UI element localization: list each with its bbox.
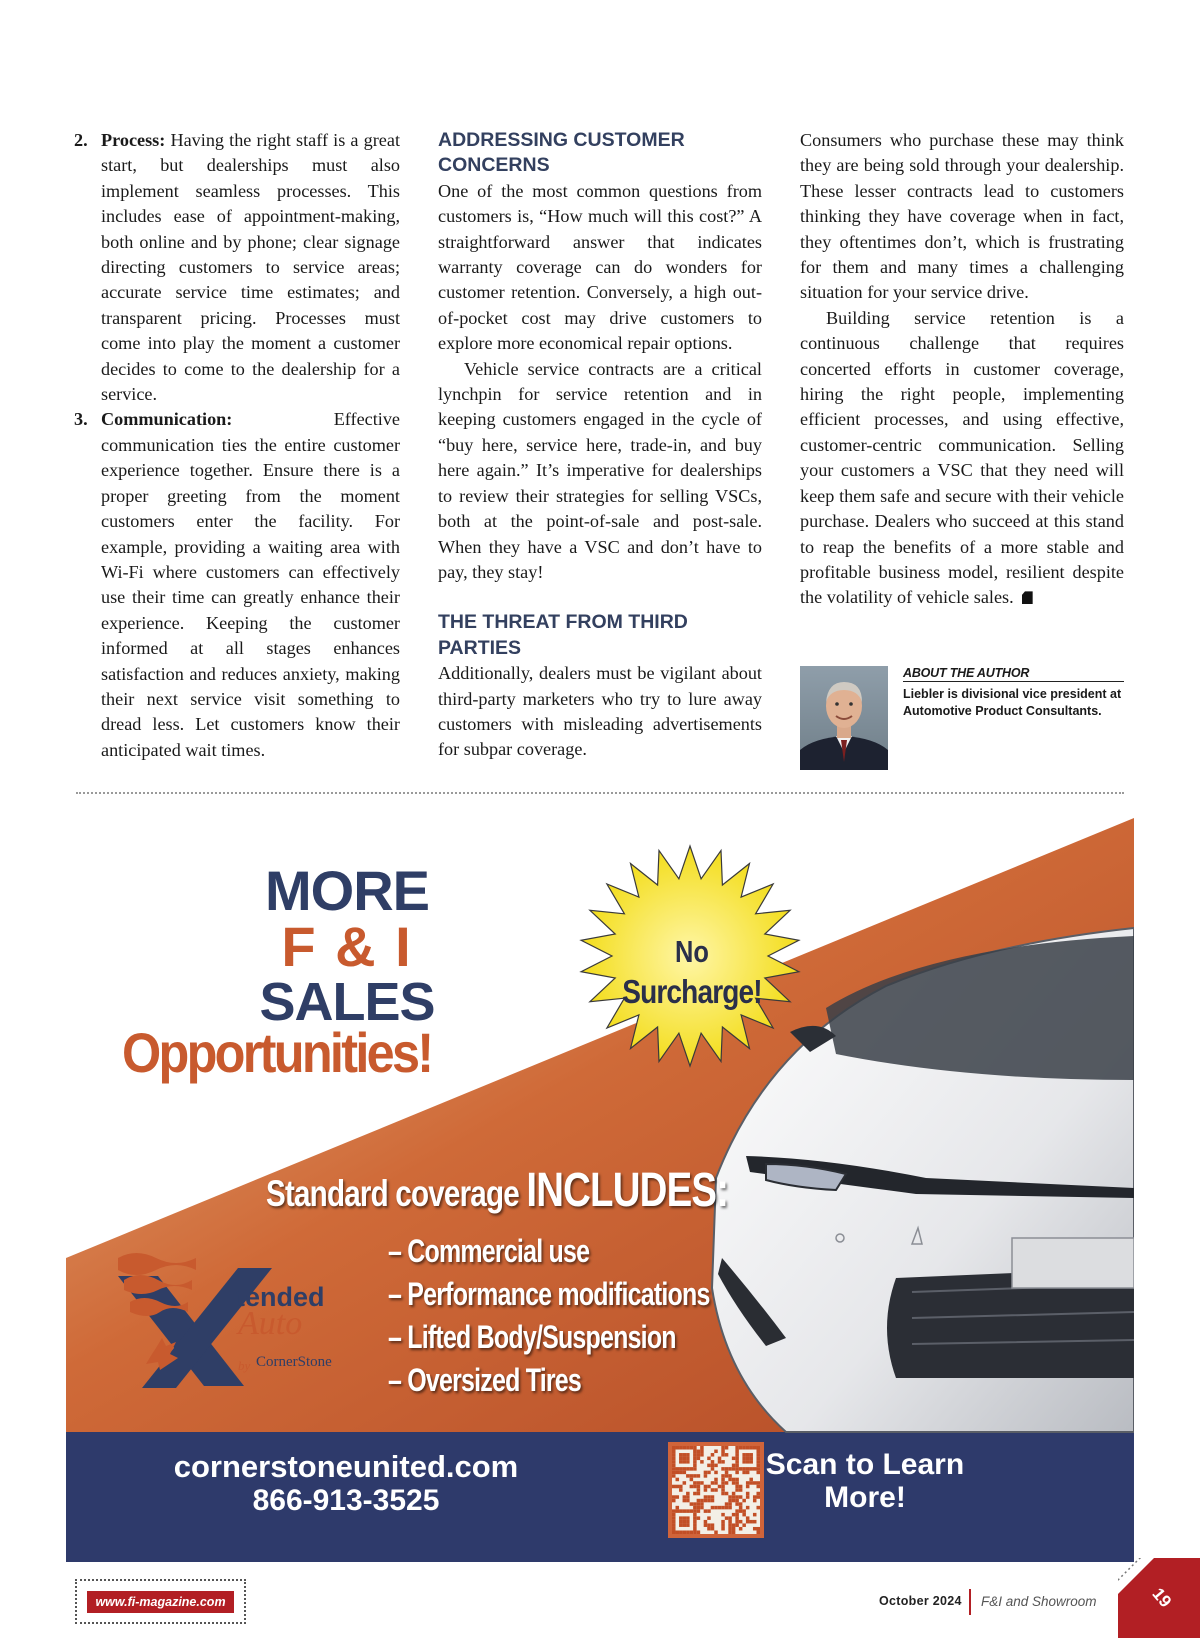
paragraph-text: Building service retention is a continuous challenge that requires concerted efforts in customer coverage, hiring the right people, implementing efficient processes, and using effective, customer-centric communication. Selling your customers a VSC that they need will keep them safe and secure with their vehicle purchase. Dealers who succeed at this stand to reap the benefits of a more stable and profitable business model, resilient despite the volatility of vehicle sales. (800, 307, 1124, 608)
logo-text-tended: tended (236, 1282, 325, 1312)
paragraph-final (800, 306, 1124, 611)
list-number: 2. (74, 130, 88, 150)
ad-phone-number[interactable]: 866-913-3525 (252, 1484, 440, 1517)
footer-separator (969, 1589, 971, 1615)
ad-scan-text: Scan to Learn More! (765, 1448, 965, 1514)
footer-url-link[interactable]: www.fi-magazine.com (87, 1591, 234, 1613)
coverage-heading (266, 1166, 728, 1219)
section-divider (76, 792, 1124, 794)
coverage-item: – Performance modifications (388, 1276, 710, 1312)
burst-text-surcharge: Surcharge! (622, 973, 762, 1010)
article-column-2 (438, 128, 762, 763)
logo-text-cornerstone: CornerStone (256, 1354, 332, 1370)
list-text: Effective communication ties the entire customer experience together. Ensure there is a proper greeting from the moment customers enter the facility. For example, providing a waiting area with Wi-Fi where customers can effectively use their time can greatly enhance their experience. Keeping the customer informed at all stages enhances satisfaction and reduces anxiety, making their next service visit something to dread less. Let customers know their anticipated wait times. (101, 409, 400, 760)
article-column-3 (800, 128, 1124, 611)
list-item-communication (74, 407, 400, 763)
ad-headline-more: MORE (265, 859, 429, 922)
author-title: ABOUT THE AUTHOR (903, 666, 1124, 682)
coverage-list (388, 1230, 710, 1402)
section-heading: ADDRESSING CUSTOMER CONCERNS (438, 129, 685, 177)
list-term: Process: (101, 130, 166, 150)
end-mark-icon (1022, 591, 1033, 604)
ad-headline-opportunities: Opportunities! (122, 1021, 432, 1084)
footer-url-box[interactable] (75, 1579, 246, 1624)
paragraph: One of the most common questions from customers is, “How much will this cost?” A straightforward answer that indicates warranty coverage can do wonders for customer retention. Conversely, a high out-of-pocket cost may drive customers to explore more economical repair options. (438, 180, 762, 354)
logo-text-by: by (238, 1358, 251, 1373)
author-bio: Liebler is divisional vice president at Automotive Product Consultants. (903, 687, 1122, 718)
coverage-item: – Commercial use (388, 1233, 590, 1269)
article-column-1 (74, 128, 400, 763)
paragraph: Consumers who purchase these may think they are being sold through your dealership. These lesser contracts lead to customers thinking they have coverage when in fact, they oftentimes don’t, which is frustrating for them and many times a challenging situation for your service drive. (800, 130, 1124, 303)
qr-code-icon[interactable] (668, 1442, 764, 1538)
section-heading: THE THREAT FROM THIRD PARTIES (438, 611, 688, 659)
list-item-process (74, 128, 400, 407)
list-number: 3. (74, 409, 88, 430)
paragraph: Vehicle service contracts are a critical lynchpin for service retention and in keeping customers engaged in the cycle of “buy here, service here, trade-in, and buy here again.” It’s imperative for dealerships to review their strategies for selling VSCs, both at the point-of-sale and post-sale. When they have a VSC and don’t have to pay, they stay! (438, 358, 762, 582)
ad-headline-fi: F & I (281, 915, 413, 978)
coverage-item: – Lifted Body/Suspension (388, 1319, 676, 1355)
coverage-item: – Oversized Tires (388, 1362, 582, 1398)
ad-website-link[interactable]: cornerstoneunited.com (173, 1449, 519, 1484)
footer-publication: F&I and Showroom (981, 1594, 1097, 1609)
list-text: Having the right staff is a great start, but dealerships must also implement seamless processes. This includes ease of appointment-making, both online and by phone; clear signage directing customers to service areas; accurate service time estimates; and transparent pricing. Processes must come into play the moment a customer decides to come to the dealership for a service. (101, 130, 400, 405)
coverage-heading-includes: INCLUDES: (526, 1164, 729, 1217)
ad-headline-sales: SALES (259, 972, 435, 1032)
advertisement[interactable] (66, 818, 1134, 1562)
burst-text-no: No (675, 934, 709, 969)
footer-date: October 2024 (879, 1594, 962, 1608)
author-photo (800, 666, 888, 770)
logo-text-auto: Auto (238, 1305, 303, 1342)
list-term: Communication: (101, 409, 233, 430)
paragraph: Additionally, dealers must be vigilant about third-party marketers who try to lure away customers with misleading advertisements for subpar coverage. (438, 663, 762, 760)
author-box (800, 666, 1124, 770)
coverage-heading-prefix: Standard coverage (266, 1173, 527, 1214)
page-number: 19 (1148, 1584, 1176, 1612)
